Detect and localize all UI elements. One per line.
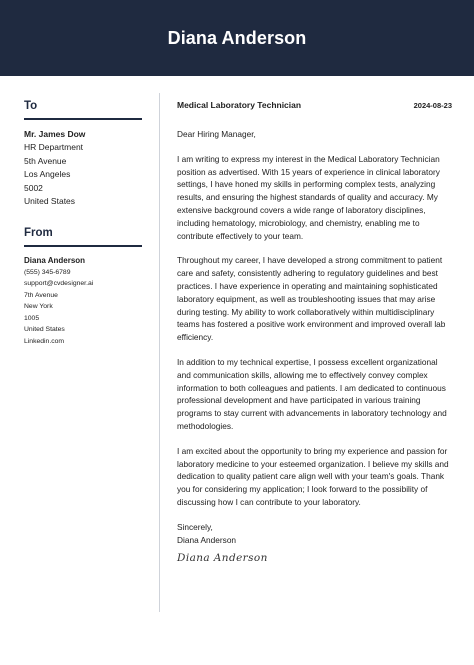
applicant-name-title: Diana Anderson (167, 27, 307, 48)
column-divider (159, 93, 160, 612)
paragraph: I am excited about the opportunity to bring my experience and passion for laboratory medicine to your esteemed organization. I believe my skills and dedication to quality patient care align well with your team's goals. Thank you for considering my application; I look forward to the possibility of discussing how I can contribute to your laboratory. (177, 445, 449, 507)
greeting: Dear Hiring Manager, (177, 129, 256, 139)
recipient-department: HR Department (24, 142, 84, 153)
paragraph: Throughout my career, I have developed a strong commitment to patient care and safety, consistently adhering to regulatory guidelines and best practices. I have experience in operating and maintaining sophisticated laboratory equipment, as well as troubleshooting issues that may arise during testing. My ability to work collaboratively within multidisciplinary teams has fostered a positive work environment and improved overall lab efficiency. (177, 255, 446, 343)
sender-street: 7th Avenue (24, 291, 58, 299)
to-heading: To (24, 100, 38, 112)
sender-postal-code: 1005 (24, 314, 40, 322)
letter-date: 2024-08-23 (413, 101, 452, 110)
letter-body (177, 100, 452, 564)
recipient-city: Los Angeles (24, 169, 71, 180)
sender-phone: (555) 345-6789 (24, 268, 71, 276)
to-section (24, 100, 142, 209)
sender-name: Diana Anderson (24, 255, 86, 265)
sender-city: New York (24, 303, 53, 311)
sender-linkedin: Linkedin.com (24, 337, 65, 345)
to-divider (24, 118, 142, 120)
recipient-country: United States (24, 196, 76, 207)
from-divider (24, 245, 142, 247)
sender-email: support@cvdesigner.ai (24, 280, 94, 288)
from-section (24, 227, 142, 347)
recipient-postal-code: 5002 (24, 182, 43, 193)
closing-name: Diana Anderson (177, 534, 237, 545)
paragraph: In addition to my technical expertise, I possess excellent organizational and communication skills, allowing me to effectively convey complex information to both colleagues and patients. I am dedicated to continuous professional development and have participated in various training programs to stay current with advancements in laboratory technology and methodologies. (177, 356, 447, 431)
closing: Sincerely, (177, 521, 213, 532)
job-title: Medical Laboratory Technician (177, 100, 302, 110)
paragraph: I am writing to express my interest in the Medical Laboratory Technician position as advertised. With 15 years of experience in clinical laboratory settings, I have honed my skills in performing complex tests, analyzing results, and ensuring the highest standards of quality and accuracy. My extensive background covers a wide range of laboratory disciplines, including hematology, microbiology, and chemistry, enabling me to contribute effectively to your team. (177, 153, 440, 241)
signature: Diana Anderson (177, 552, 268, 565)
from-heading: From (24, 227, 53, 240)
letter-topline (177, 100, 452, 110)
header-banner (0, 0, 474, 76)
recipient-name: Mr. James Dow (24, 128, 86, 139)
recipient-street: 5th Avenue (24, 155, 67, 166)
sidebar (24, 100, 142, 347)
sender-country: United States (24, 326, 65, 334)
